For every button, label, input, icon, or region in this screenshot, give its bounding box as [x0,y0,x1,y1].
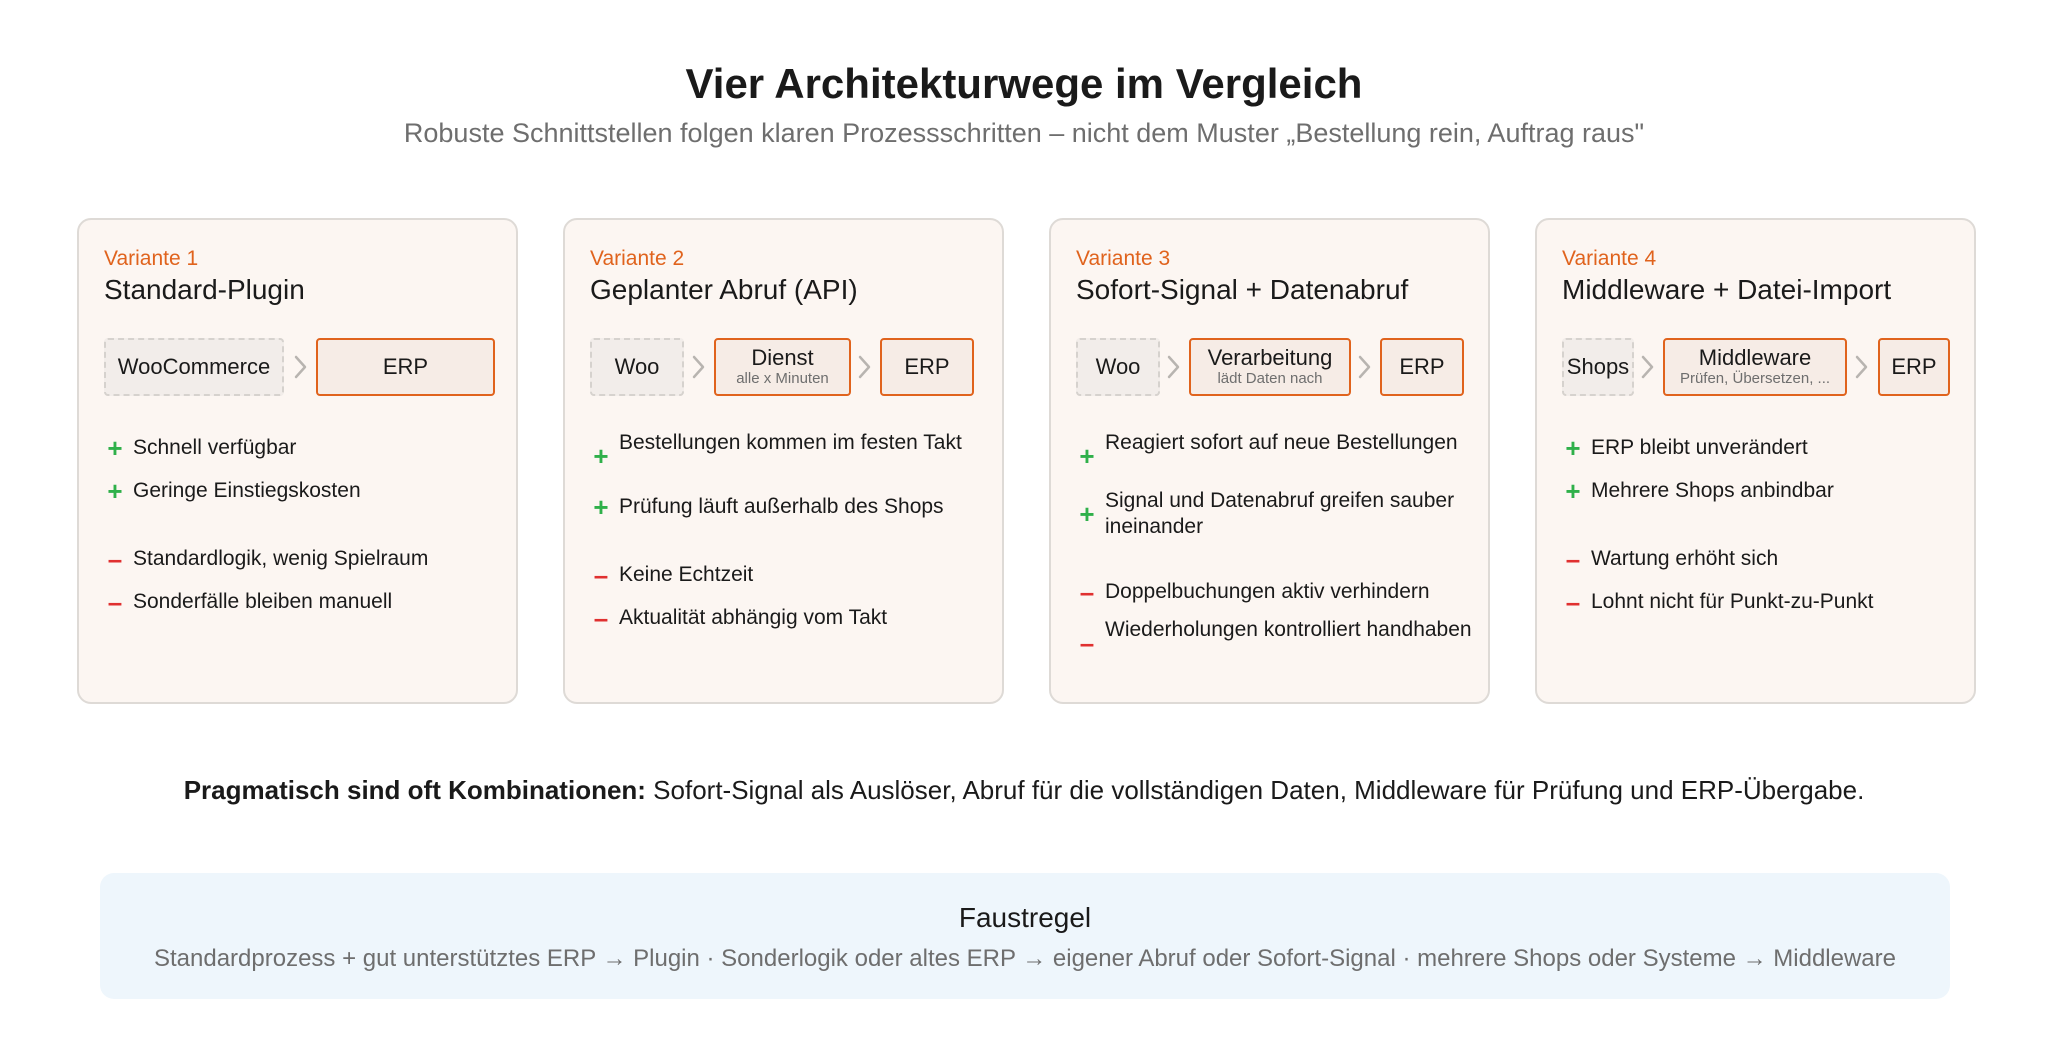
page-title: Vier Architekturwege im Vergleich [685,60,1363,107]
variant-label: Variante 1 [104,247,199,270]
node-label: WooCommerce [117,354,271,379]
node-sublabel: lädt Daten nach [1217,370,1323,387]
minus-icon: – [1079,628,1095,658]
chevron-right-icon [689,354,709,380]
minus-icon: – [1079,577,1095,607]
combination-text: Sofort-Signal als Auslöser, Abruf für die vollständigen Daten, Middleware für Prüfung und ERP-Übergabe. [645,775,1865,805]
plus-icon: + [1079,441,1095,471]
flow-node-target [880,338,974,396]
node-label: Middleware [1698,345,1812,370]
flow-node-target [1878,338,1950,396]
pro-text: Geringe Einstiegskosten [133,479,361,502]
pro-text: Prüfung läuft außerhalb des Shops [619,495,944,518]
flow-node-source [1076,338,1160,396]
con-text: Doppelbuchungen aktiv verhindern [1105,580,1430,603]
pro-text: ERP bleibt unverändert [1591,436,1808,459]
con-text: Standardlogik, wenig Spielraum [133,547,429,570]
page-subtitle: Robuste Schnittstellen folgen klaren Prozessschritten – nicht dem Muster „Bestellung rein, Auftrag raus" [403,118,1645,148]
con-text: Keine Echtzeit [619,563,754,586]
node-label: Woo [1095,354,1141,379]
rule-text: Standardprozess + gut unterstütztes ERP → Plugin · Sonderlogik oder altes ERP → eigener Abruf oder Sofort-Signal · mehrere Shops oder Systeme → Middleware [153,945,1896,972]
plus-icon: + [107,476,123,506]
con-text: Wiederholungen kontrolliert handhaben [1105,618,1472,641]
combination-note [0,775,2048,806]
pro-text: Reagiert sofort auf neue Bestellungen [1105,431,1458,454]
flow-node-middleware [1663,338,1847,396]
minus-icon: – [593,603,609,633]
pro-text: Mehrere Shops anbindbar [1591,479,1834,502]
node-label: Shops [1566,354,1630,379]
plus-icon: + [593,441,609,471]
card-title: Middleware + Datei-Import [1562,274,1892,305]
flow-node-source [104,338,284,396]
flow-diagram [590,338,985,396]
flow-diagram [1562,338,1957,396]
node-label: Dienst [751,345,814,370]
card-title: Sofort-Signal + Datenabruf [1076,274,1409,305]
flow-node-target [1380,338,1464,396]
card-variant-3 [1049,218,1490,704]
flow-node-source [590,338,684,396]
variant-label: Variante 4 [1562,247,1657,270]
pro-text: Schnell verfügbar [133,436,297,459]
rule-title: Faustregel [958,902,1092,933]
flow-diagram [1076,338,1471,396]
variant-label: Variante 2 [590,247,685,270]
pro-text: Signal und Datenabruf greifen sauber ineinander [1105,489,1455,538]
rule-of-thumb-box [100,873,1950,999]
card-variant-1 [77,218,518,704]
con-text: Lohnt nicht für Punkt-zu-Punkt [1591,590,1874,613]
flow-node-target [316,338,495,396]
card-variant-4 [1535,218,1976,704]
combination-lead: Pragmatisch sind oft Kombinationen: [183,775,646,805]
node-label: ERP [904,354,950,379]
node-label: ERP [1399,354,1445,379]
flow-node-source [1562,338,1634,396]
minus-icon: – [1565,544,1581,574]
minus-icon: – [107,544,123,574]
pro-text: Bestellungen kommen im festen Takt [619,431,962,454]
minus-icon: – [107,587,123,617]
con-text: Wartung erhöht sich [1591,547,1779,570]
card-variant-2 [563,218,1004,704]
plus-icon: + [1565,476,1581,506]
chevron-right-icon [1852,354,1872,380]
plus-icon: + [593,492,609,522]
variant-cards [0,218,2048,708]
card-title: Standard-Plugin [104,274,305,305]
chevron-right-icon [291,354,311,380]
plus-icon: + [1565,433,1581,463]
node-sublabel: alle x Minuten [736,370,829,387]
chevron-right-icon [1355,354,1375,380]
node-label: Verarbeitung [1207,345,1333,370]
node-label: ERP [382,354,429,379]
minus-icon: – [593,560,609,590]
plus-icon: + [107,433,123,463]
variant-label: Variante 3 [1076,247,1171,270]
flow-node-service [714,338,851,396]
flow-node-processing [1189,338,1351,396]
card-title: Geplanter Abruf (API) [590,274,858,305]
chevron-right-icon [1638,354,1658,380]
chevron-right-icon [1164,354,1184,380]
plus-icon: + [1079,499,1095,529]
node-label: ERP [1891,354,1937,379]
chevron-right-icon [855,354,875,380]
con-text: Aktualität abhängig vom Takt [619,606,888,629]
minus-icon: – [1565,587,1581,617]
node-label: Woo [614,354,660,379]
flow-diagram [104,338,499,396]
node-sublabel: Prüfen, Übersetzen, ... [1679,370,1831,387]
con-text: Sonderfälle bleiben manuell [133,590,393,613]
